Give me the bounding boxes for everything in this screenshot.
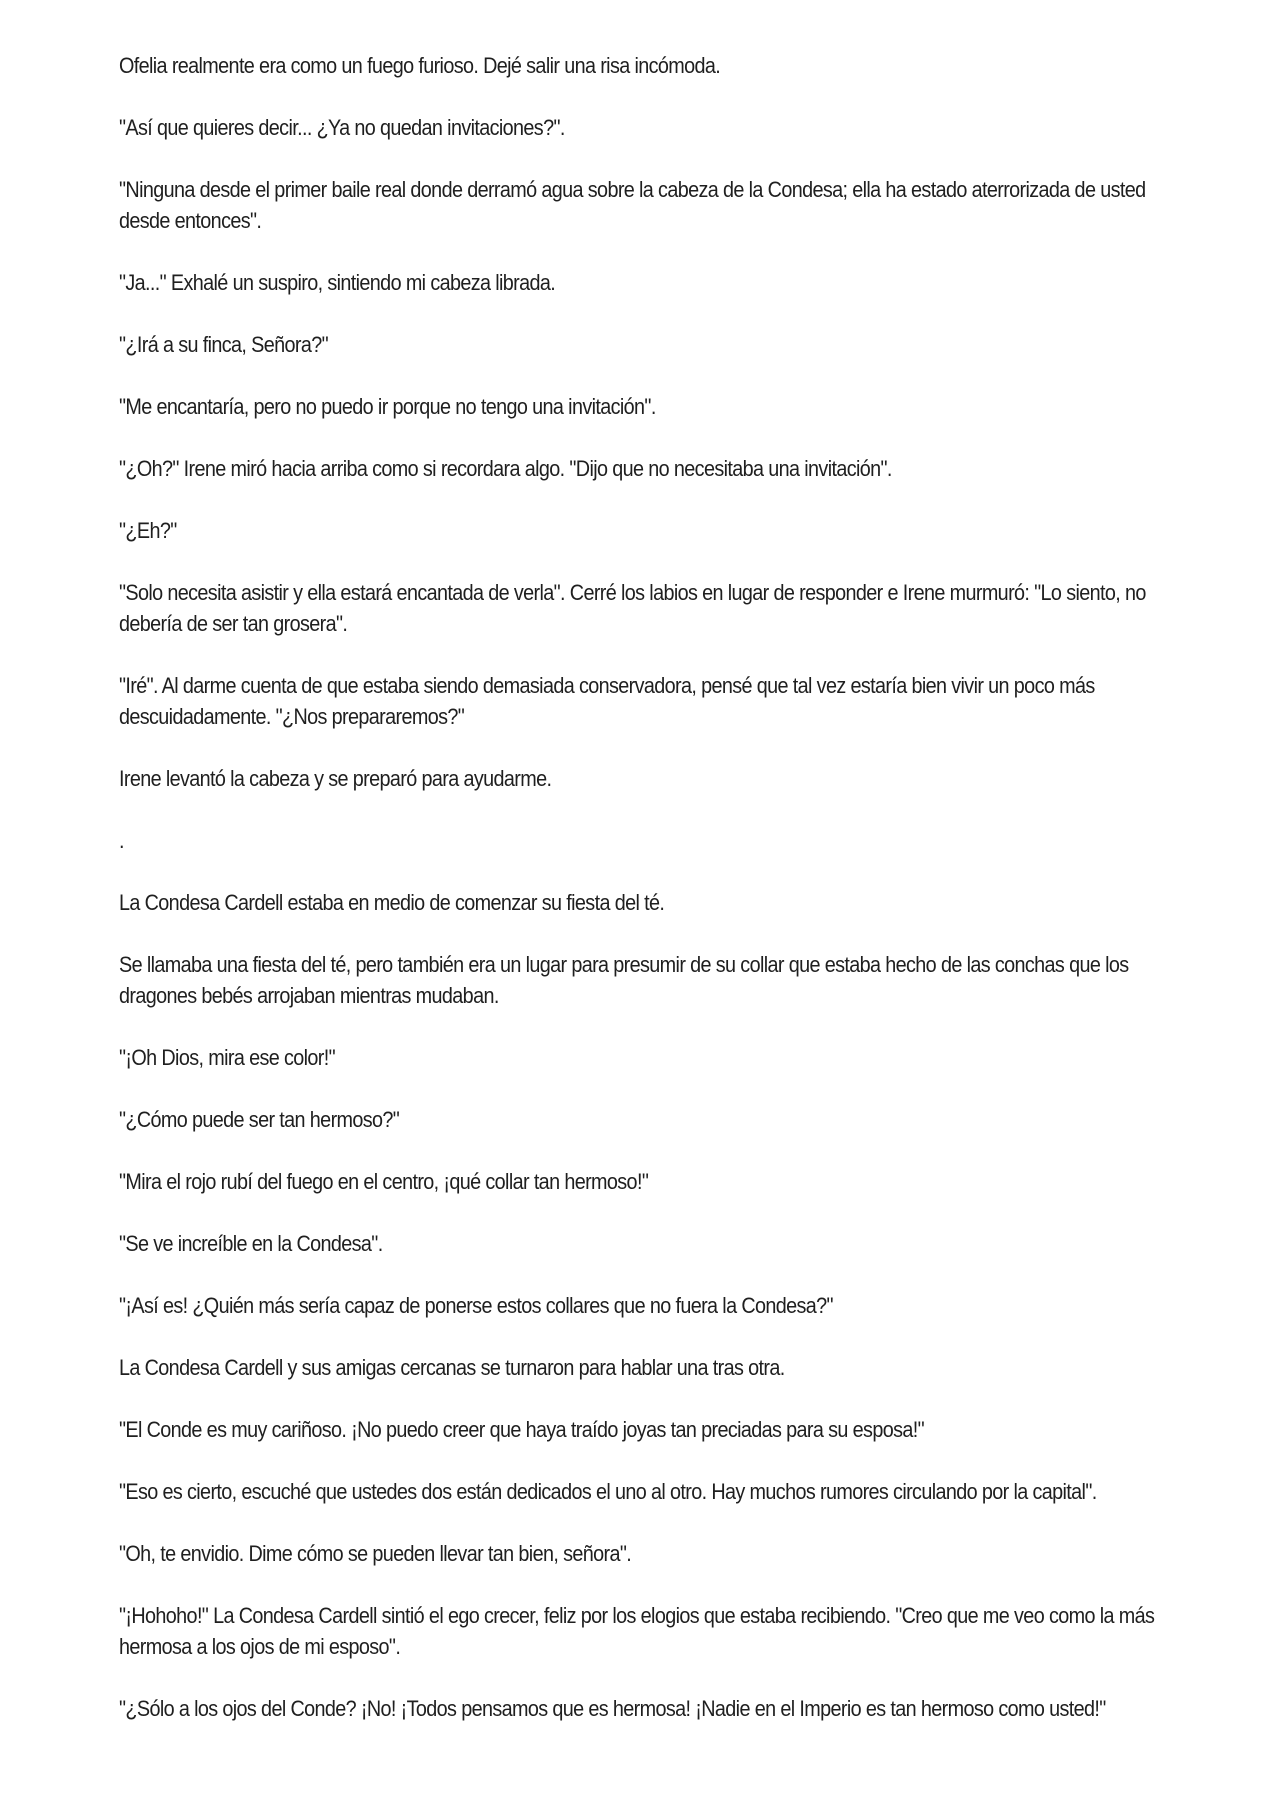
paragraph: "¿Eh?" xyxy=(119,518,177,543)
paragraph: "Eso es cierto, escuché que ustedes dos están dedicados el uno al otro. Hay muchos rumores circulando por la capital". xyxy=(119,1479,1097,1504)
paragraph: "¿Oh?" Irene miró hacia arriba como si recordara algo. "Dijo que no necesitaba una invitación". xyxy=(119,456,892,481)
paragraph: "¿Sólo a los ojos del Conde? ¡No! ¡Todos pensamos que es hermosa! ¡Nadie en el Imperio es tan hermoso como usted!" xyxy=(119,1696,1106,1721)
paragraph: La Condesa Cardell estaba en medio de comenzar su fiesta del té. xyxy=(119,890,665,915)
paragraph: "Ninguna desde el primer baile real donde derramó agua sobre la cabeza de la Condesa; ella ha estado aterrorizada de usted desde entonces". xyxy=(119,177,1146,233)
paragraph: "¡Oh Dios, mira ese color!" xyxy=(119,1045,336,1070)
paragraph: "Así que quieres decir... ¿Ya no quedan invitaciones?". xyxy=(119,115,565,140)
paragraph: "Se ve increíble en la Condesa". xyxy=(119,1231,383,1256)
paragraph: "¿Cómo puede ser tan hermoso?" xyxy=(119,1107,400,1132)
paragraph: "Solo necesita asistir y ella estará encantada de verla". Cerré los labios en lugar de responder e Irene murmuró: "Lo siento, no debería de ser tan grosera". xyxy=(119,580,1146,636)
paragraph: Irene levantó la cabeza y se preparó para ayudarme. xyxy=(119,766,552,791)
paragraph: Ofelia realmente era como un fuego furioso. Dejé salir una risa incómoda. xyxy=(119,53,721,78)
paragraph: "Iré". Al darme cuenta de que estaba siendo demasiada conservadora, pensé que tal vez estaría bien vivir un poco más descuidadamente. "¿Nos prepararemos?" xyxy=(119,673,1095,729)
paragraph: "¿Irá a su finca, Señora?" xyxy=(119,332,328,357)
paragraph: Se llamaba una fiesta del té, pero también era un lugar para presumir de su collar que estaba hecho de las conchas que los dragones bebés arrojaban mientras mudaban. xyxy=(119,952,1129,1008)
paragraph: "¡Así es! ¿Quién más sería capaz de ponerse estos collares que no fuera la Condesa?" xyxy=(119,1293,833,1318)
paragraph: "El Conde es muy cariñoso. ¡No puedo creer que haya traído joyas tan preciadas para su esposa!" xyxy=(119,1417,925,1442)
paragraph: "Ja..." Exhalé un suspiro, sintiendo mi cabeza librada. xyxy=(119,270,556,295)
paragraph: La Condesa Cardell y sus amigas cercanas se turnaron para hablar una tras otra. xyxy=(119,1355,785,1380)
section-break: . xyxy=(119,828,124,853)
document-body xyxy=(119,50,1179,1755)
paragraph: "Mira el rojo rubí del fuego en el centro, ¡qué collar tan hermoso!" xyxy=(119,1169,649,1194)
paragraph: "Oh, te envidio. Dime cómo se pueden llevar tan bien, señora". xyxy=(119,1541,632,1566)
paragraph: "¡Hohoho!" La Condesa Cardell sintió el ego crecer, feliz por los elogios que estaba recibiendo. "Creo que me veo como la más hermosa a los ojos de mi esposo". xyxy=(119,1603,1155,1659)
paragraph: "Me encantaría, pero no puedo ir porque no tengo una invitación". xyxy=(119,394,656,419)
